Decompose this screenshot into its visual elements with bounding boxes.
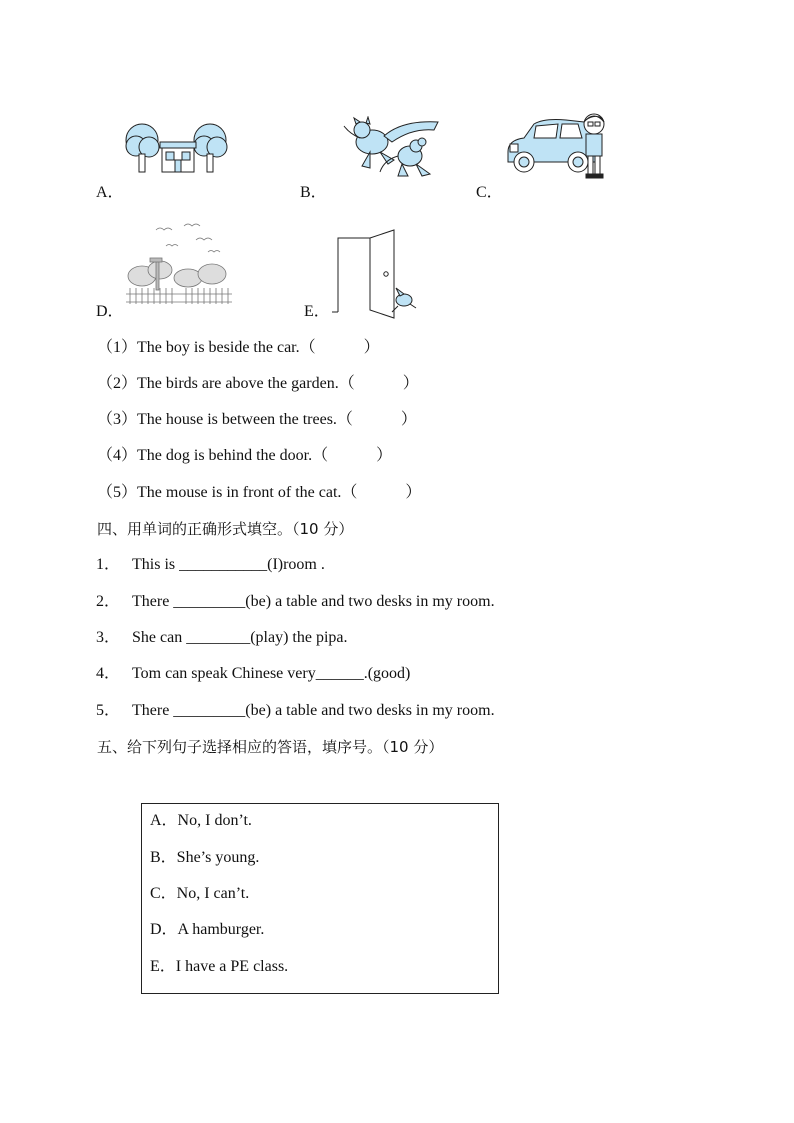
picture-letter-d: D． bbox=[96, 303, 124, 320]
picture-letter-b: B． bbox=[300, 184, 327, 201]
fill-item-text: She can ________(play) the pipa. bbox=[132, 629, 348, 646]
matching-item-3: （3）The house is between the trees.（ ） bbox=[97, 411, 417, 428]
fill-item-number: 1． bbox=[96, 556, 121, 573]
fill-item-text: Tom can speak Chinese very______.(good) bbox=[132, 665, 411, 682]
matching-item-4: （4）The dog is behind the door.（ ） bbox=[97, 447, 393, 464]
section-5-heading: 五、给下列句子选择相应的答语，填序号。（10 分） bbox=[97, 738, 444, 756]
fill-item-text: There _________(be) a table and two desks in my room. bbox=[132, 593, 495, 610]
picture-letter-c: C． bbox=[476, 184, 503, 201]
fill-item-text: This is ___________(I)room . bbox=[132, 556, 325, 573]
picture-letter-a: A． bbox=[96, 184, 124, 201]
cat-chasing-mouse-picture bbox=[340, 116, 440, 180]
fill-item-text: There _________(be) a table and two desks in my room. bbox=[132, 702, 495, 719]
answer-option-d: D．A hamburger. bbox=[150, 921, 265, 938]
matching-item-1: （1）The boy is beside the car.（ ） bbox=[97, 339, 380, 356]
house-between-trees-picture bbox=[124, 120, 230, 174]
matching-item-2: （2）The birds are above the garden.（ ） bbox=[97, 375, 419, 392]
fill-item-number: 5． bbox=[96, 702, 121, 719]
boy-beside-car-picture bbox=[504, 112, 610, 182]
fill-item-number: 4． bbox=[96, 665, 121, 682]
matching-item-5: （5）The mouse is in front of the cat.（ ） bbox=[97, 484, 422, 501]
fill-item-number: 2． bbox=[96, 593, 121, 610]
fill-item-number: 3． bbox=[96, 629, 121, 646]
section-4-heading: 四、用单词的正确形式填空。（10 分） bbox=[97, 520, 354, 538]
picture-letter-e: E． bbox=[304, 303, 330, 320]
dog-behind-door-picture bbox=[330, 228, 420, 320]
answer-option-b: B．She’s young. bbox=[150, 849, 260, 866]
answer-option-a: A．No, I don’t. bbox=[150, 812, 252, 829]
answer-option-e: E．I have a PE class. bbox=[150, 958, 289, 975]
birds-above-garden-picture bbox=[126, 222, 232, 308]
answer-option-c: C．No, I can’t. bbox=[150, 885, 250, 902]
